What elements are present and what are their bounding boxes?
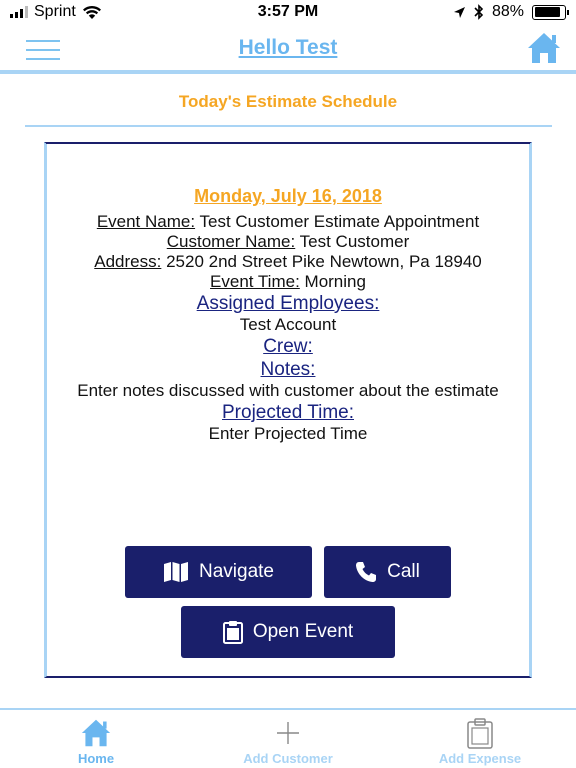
event-name-row [47, 212, 529, 232]
call-button-label: Call [387, 561, 420, 582]
battery-fill [535, 7, 561, 17]
app-header [0, 26, 576, 72]
tab-add-expense[interactable] [384, 712, 576, 768]
navigate-button-label: Navigate [199, 561, 274, 582]
tab-add-expense-label: Add Expense [438, 751, 522, 766]
plus-icon [273, 718, 303, 748]
subtitle-divider [25, 125, 552, 127]
battery-percent: 88% [491, 3, 524, 20]
event-name-label: Event Name: [96, 212, 196, 231]
open-event-button[interactable] [181, 606, 395, 658]
customer-name-row [47, 232, 529, 252]
address-label: Address: [94, 252, 162, 271]
event-time-label: Event Time: [210, 272, 300, 291]
status-left [10, 3, 102, 21]
address-value: 2520 2nd Street Pike Newtown, Pa 18940 [166, 252, 482, 271]
battery-icon [532, 5, 566, 20]
clipboard-icon [223, 620, 243, 644]
bluetooth-icon [474, 4, 484, 20]
navigate-button[interactable] [125, 546, 312, 598]
home-icon [79, 718, 113, 748]
clipboard-icon [466, 718, 494, 750]
hamburger-menu-icon[interactable] [26, 40, 60, 60]
event-time-row [47, 272, 529, 292]
home-icon[interactable] [526, 31, 562, 65]
assigned-employees-value: Test Account [239, 315, 337, 334]
status-bar [0, 0, 576, 26]
assigned-employees-label[interactable]: Assigned Employees: [196, 293, 380, 314]
page-subtitle: Today's Estimate Schedule [178, 92, 398, 111]
map-icon [163, 561, 189, 583]
event-date[interactable]: Monday, July 16, 2018 [194, 186, 382, 206]
tab-home[interactable] [0, 712, 192, 768]
tab-home-label: Home [77, 751, 115, 766]
customer-name-value: Test Customer [299, 232, 410, 251]
call-button[interactable] [324, 546, 451, 598]
signal-icon [10, 6, 28, 18]
notes-label[interactable]: Notes: [260, 359, 316, 380]
customer-name-label: Customer Name: [166, 232, 296, 251]
open-event-button-label: Open Event [252, 621, 354, 642]
address-row [47, 252, 529, 272]
carrier-name: Sprint [34, 3, 76, 20]
event-name-value: Test Customer Estimate Appointment [199, 212, 480, 231]
header-divider [0, 70, 576, 74]
tab-add-customer[interactable] [192, 712, 384, 768]
event-card [44, 142, 532, 678]
header-title[interactable]: Hello Test [238, 36, 338, 59]
tabbar-divider [0, 708, 576, 710]
event-details [47, 186, 529, 444]
event-time-value: Morning [304, 272, 366, 291]
phone-icon [355, 561, 377, 583]
projected-time-label[interactable]: Projected Time: [222, 402, 354, 423]
crew-label[interactable]: Crew: [263, 336, 313, 357]
notes-value: Enter notes discussed with customer about the estimate [77, 381, 499, 400]
tab-add-customer-label: Add Customer [243, 751, 333, 766]
status-right [453, 3, 566, 21]
location-arrow-icon [453, 6, 466, 19]
wifi-icon [82, 5, 102, 20]
status-time: 3:57 PM [257, 3, 319, 20]
projected-time-value: Enter Projected Time [208, 424, 368, 443]
